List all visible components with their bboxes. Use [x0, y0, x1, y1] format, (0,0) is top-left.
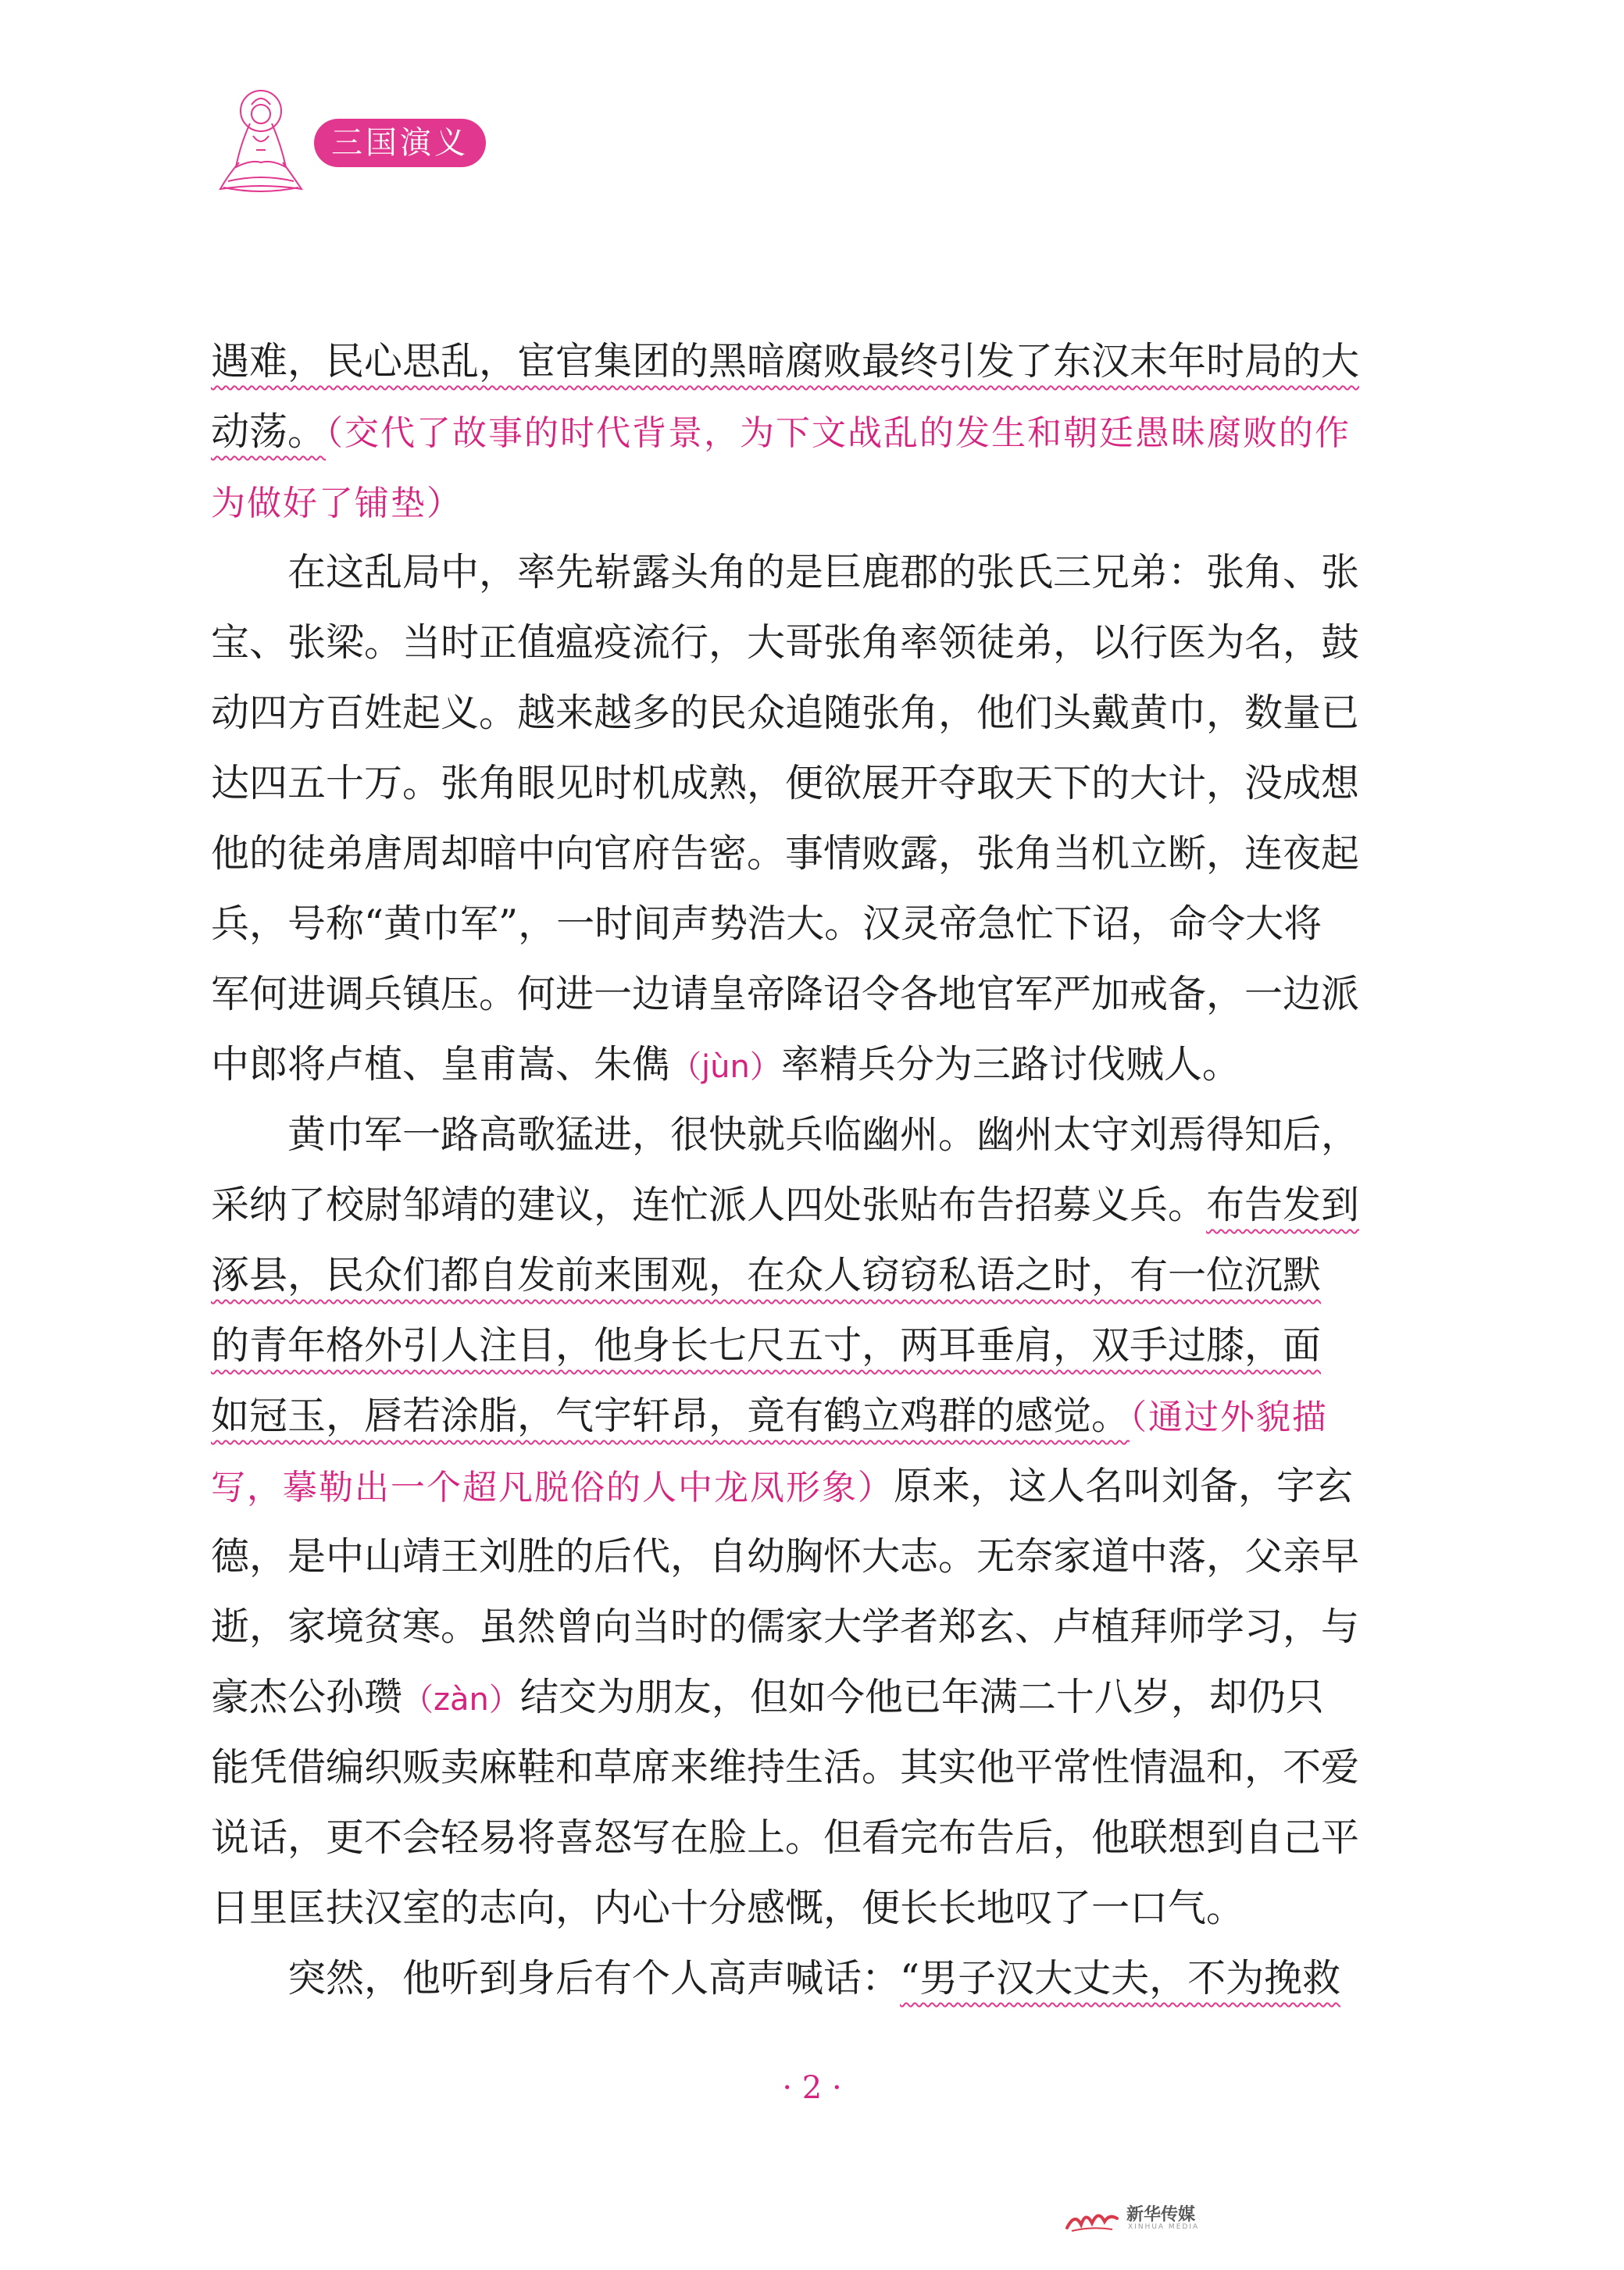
text-line: 德，是中山靖王刘胜的后代，自幼胸怀大志。无奈家道中落，父亲早 [211, 1534, 1360, 1579]
page-number: · 2 · [782, 2070, 842, 2106]
text-line: 达四五十万。张角眼见时机成熟，便欲展开夺取天下的大计，没成想 [211, 761, 1360, 805]
annotation-text: 写，摹勒出一个超凡脱俗的人中龙凤形象） [211, 1468, 894, 1508]
text-line [211, 1311, 1392, 1381]
body-text [211, 327, 1392, 2014]
book-title-badge: 三国演义 [314, 119, 486, 167]
text-segment: 采纳了校尉邹靖的建议，连忙派人四处张贴布告招募义兵。 [211, 1183, 1207, 1227]
text-line [211, 1381, 1392, 1451]
publisher-logo-icon [1064, 2204, 1120, 2236]
annotation-text: 为做好了铺垫） [211, 484, 462, 523]
text-line [211, 1170, 1392, 1240]
text-segment: 豪杰公孙瓒 [211, 1675, 403, 1719]
underlined-text: 遇难，民心思乱，宦官集团的黑暗腐败最终引发了东汉末年时局的大 [211, 339, 1360, 384]
text-line [211, 327, 1392, 397]
text-line: 能凭借编织贩卖麻鞋和草席来维持生活。其实他平常性情温和，不爱 [211, 1745, 1360, 1790]
text-segment: 结交为朋友，但如今他已年满二十八岁，却仍只 [519, 1675, 1324, 1719]
underlined-text: “男子汉大丈夫，不为挽救 [900, 1956, 1341, 2001]
paragraph-first-line [211, 1943, 1392, 2014]
pinyin-annotation: （zàn） [402, 1682, 520, 1718]
underlined-text: 如冠玉，唇若涂脂，气宇轩昂，竟有鹤立鸡群的感觉。 [211, 1394, 1130, 1438]
annotation-text: （交代了故事的时代背景，为下文战乱的发生和朝廷愚昧腐败的作 [326, 413, 1351, 453]
underlined-text: 布告发到 [1206, 1183, 1360, 1227]
text-line: 宝、张梁。当时正值瘟疫流行，大哥张角率领徒弟，以行医为名，鼓 [211, 620, 1360, 665]
text-line: 逝，家境贫寒。虽然曾向当时的儒家大学者郑玄、卢植拜师学习，与 [211, 1604, 1360, 1649]
text-line: 说话，更不会轻易将喜怒写在脸上。但看完布告后，他联想到自己平 [211, 1815, 1360, 1860]
text-segment: 原来，这人名叫刘备，字玄 [894, 1464, 1354, 1508]
text-line [211, 1451, 1392, 1522]
text-segment: 中郎将卢植、皇甫嵩、朱儁 [211, 1042, 671, 1087]
text-segment: 突然，他听到身后有个人高声喊话： [287, 1956, 901, 2001]
annotation-text: （通过外貌描 [1130, 1397, 1329, 1437]
text-line [211, 467, 1392, 537]
text-line: 日里匡扶汉室的志向，内心十分感慨，便长长地叹了一口气。 [211, 1886, 1245, 1930]
pinyin-annotation: （jùn） [670, 1049, 781, 1085]
text-line [211, 1240, 1392, 1311]
text-line: 军何进调兵镇压。何进一边请皇帝降诏令各地官军严加戒备，一边派 [211, 972, 1360, 1016]
text-line: 他的徒弟唐周却暗中向官府告密。事情败露，张角当机立断，连夜起 [211, 831, 1360, 876]
text-line: 动四方百姓起义。越来越多的民众追随张角，他们头戴黄巾，数量已 [211, 691, 1360, 735]
underlined-text: 涿县，民众们都自发前来围观，在众人窃窃私语之时，有一位沉默 [211, 1253, 1322, 1297]
paragraph-first-line: 在这乱局中，率先崭露头角的是巨鹿郡的张氏三兄弟：张角、张 [287, 550, 1360, 594]
text-line [211, 1662, 1392, 1733]
underlined-text: 的青年格外引人注目，他身长七尺五寸，两耳垂肩，双手过膝，面 [211, 1323, 1322, 1368]
paragraph-first-line: 黄巾军一路高歌猛进，很快就兵临幽州。幽州太守刘焉得知后， [287, 1112, 1360, 1157]
text-segment: 率精兵分为三路讨伐贼人。 [780, 1042, 1240, 1087]
text-line [211, 397, 1392, 467]
text-line: 兵，号称“黄巾军”，一时间声势浩大。汉灵帝急忙下诏，命令大将 [211, 901, 1322, 946]
text-line [211, 1030, 1392, 1100]
publisher-subtitle: XINHUA MEDIA [1128, 2223, 1200, 2231]
publisher-name: 新华传媒 [1126, 2205, 1196, 2225]
publisher-logo [1064, 2200, 1220, 2240]
guanyin-figure-icon [205, 81, 322, 198]
underlined-text: 动荡。 [211, 409, 327, 454]
